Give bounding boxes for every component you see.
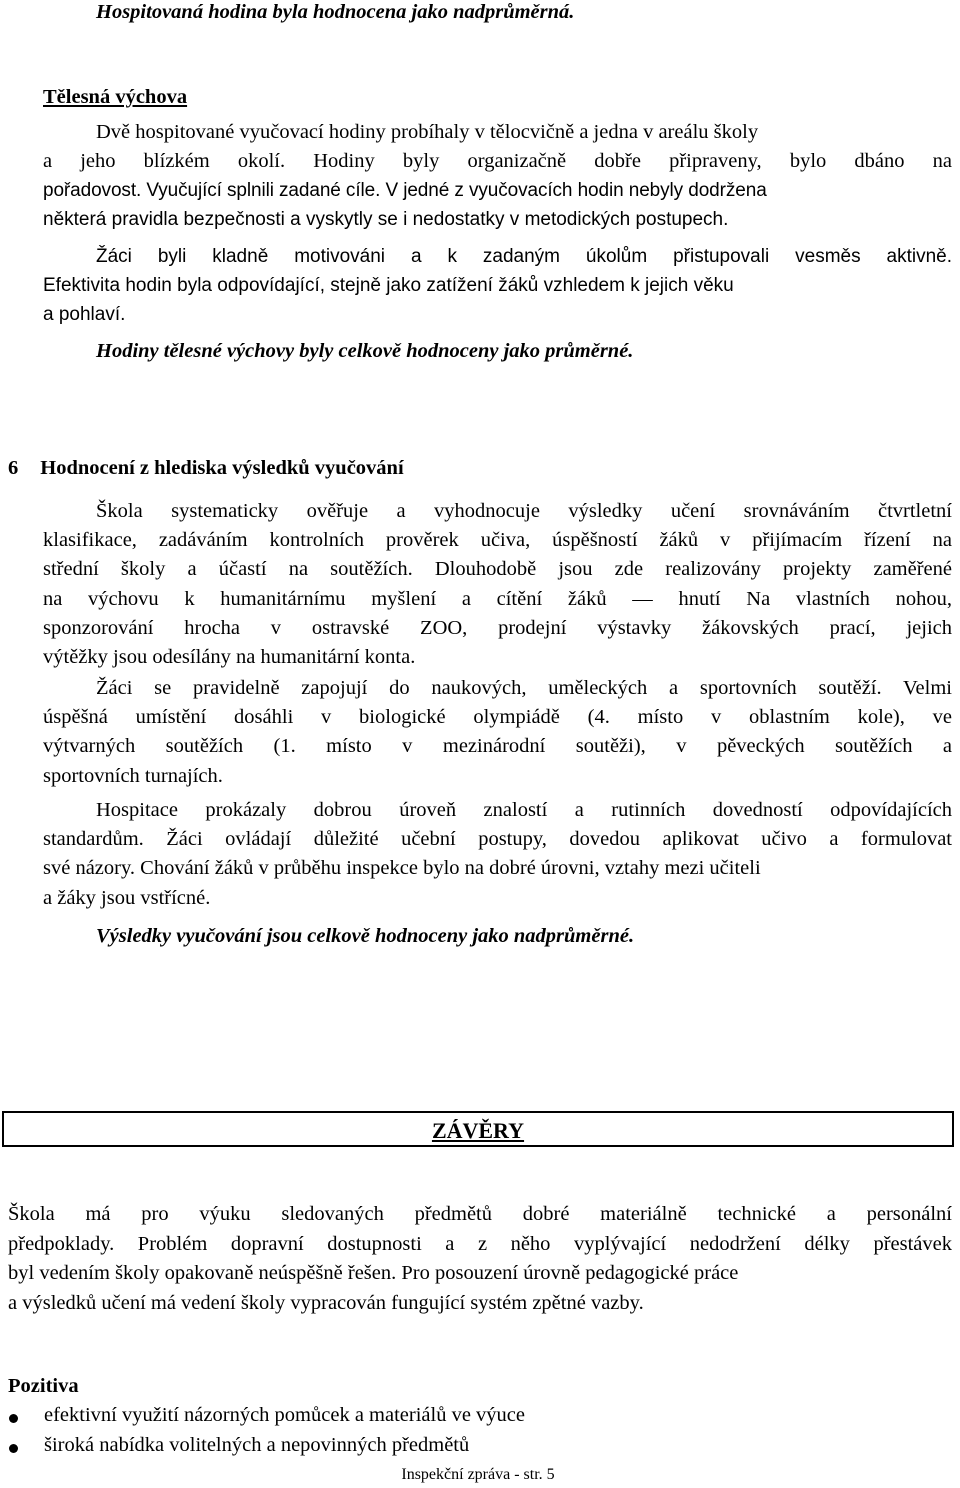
conclusions-line: předpoklady. Problém dopravní dostupnosti a z něho vyplývající nedodržení délky přestávek — [8, 1232, 952, 1255]
section6-para1-line: Škola systematicky ověřuje a vyhodnocuje výsledky učení srovnáváním čtvrtletní — [96, 500, 952, 522]
conclusions-paragraph — [8, 1200, 952, 1318]
section6-paragraph-2 — [43, 674, 952, 791]
list-item — [8, 1404, 948, 1434]
list-item-text: efektivní využití názorných pomůcek a materiálů ve výuce — [44, 1404, 525, 1426]
section6-para3-line: standardům. Žáci ovládají důležité učební postupy, dovedou aplikovat učivo a formulovat — [43, 828, 952, 851]
conclusions-line: a výsledků učení má vedení školy vypracován fungující systém zpětné vazby. — [8, 1291, 644, 1314]
section6-para3-line: své názory. Chování žáků v průběhu inspekce bylo na dobré úrovni, vztahy mezi učiteli — [43, 857, 761, 880]
hospitation-verdict: Hospitovaná hodina byla hodnocena jako nadprůměrná. — [96, 1, 575, 23]
section6-para2-line: úspěšná umístění dosáhli v biologické olympiádě (4. místo v oblastním kole), ve — [43, 706, 952, 729]
section6-para1-line: klasifikace, zadáváním kontrolních prověrek učiva, úspěšností žáků v přijímacím řízení na — [43, 529, 952, 552]
pe-para2-line: Efektivita hodin byla odpovídající, stejně jako zatížení žáků vzhledem k jejich věku — [43, 275, 734, 296]
pe-para2-line: Žáci byli kladně motivováni a k zadaným úkolům přistupovali vesměs aktivně. — [96, 246, 952, 267]
pe-paragraph-1 — [43, 118, 952, 234]
pe-section-heading: Tělesná výchova — [43, 86, 188, 108]
pe-para1-line: Dvě hospitované vyučovací hodiny probíhaly v tělocvičně a jedna v areálu školy — [96, 121, 759, 143]
list-item — [8, 1434, 948, 1464]
section6-para1-line: na výchovu k humanitárnímu myšlení a cítění žáků — hnutí Na vlastních nohou, — [43, 587, 952, 610]
section6-heading — [8, 457, 404, 480]
pe-paragraph-2 — [43, 242, 952, 329]
pe-para1-line: některá pravidla bezpečnosti a vyskytly se i nedostatky v metodických postupech. — [43, 209, 729, 230]
list-item-text: široká nabídka volitelných a nepovinných předmětů — [44, 1434, 470, 1456]
pe-para1-line: pořadovost. Vyučující splnili zadané cíle. V jedné z vyučovacích hodin nebyly dodržena — [43, 180, 767, 201]
section6-title: Hodnocení z hlediska výsledků vyučování — [40, 457, 404, 479]
pozitiva-heading: Pozitiva — [8, 1375, 79, 1397]
pe-verdict: Hodiny tělesné výchovy byly celkově hodnoceny jako průměrné. — [96, 340, 634, 362]
page-number: Inspekční zpráva - str. 5 — [401, 1466, 555, 1483]
section6-para2-line: Žáci se pravidelně zapojují do naukových, uměleckých a sportovních soutěží. Velmi — [96, 677, 952, 699]
section6-para2-line: sportovních turnajích. — [43, 764, 223, 787]
conclusions-title: ZÁVĚRY — [431, 1118, 525, 1143]
page-footer — [0, 1466, 960, 1484]
conclusions-banner — [2, 1111, 954, 1147]
conclusions-line: Škola má pro výuku sledovaných předmětů dobré materiálně technické a personální — [8, 1203, 952, 1225]
section6-para3-line: a žáky jsou vstřícné. — [43, 886, 211, 909]
section6-para1-line: střední školy a účastí na soutěžích. Dlouhodobě jsou zde realizovány projekty zaměřené — [43, 558, 952, 581]
pozitiva-list — [8, 1404, 948, 1464]
section6-number: 6 — [8, 457, 19, 479]
pe-para1-line: a jeho blízkém okolí. Hodiny byly organizačně dobře připraveny, bylo dbáno na — [43, 150, 952, 172]
section6-para3-line: Hospitace prokázaly dobrou úroveň znalostí a rutinních dovedností odpovídajících — [96, 799, 952, 821]
section6-paragraph-3 — [43, 796, 952, 913]
bullet-icon — [9, 1444, 18, 1453]
section6-para1-line: sponzorování hrocha v ostravské ZOO, prodejní výstavky žákovských prací, jejich — [43, 616, 952, 639]
section6-paragraph-1 — [43, 497, 952, 672]
bullet-icon — [9, 1414, 18, 1423]
section6-para2-line: výtvarných soutěžích (1. místo v mezinárodní soutěži), v pěveckých soutěžích a — [43, 735, 952, 758]
section6-para1-line: výtěžky jsou odesílány na humanitární konta. — [43, 646, 416, 669]
results-verdict: Výsledky vyučování jsou celkově hodnoceny jako nadprůměrné. — [96, 925, 635, 947]
conclusions-line: byl vedením školy opakovaně neúspěšně řešen. Pro posouzení úrovně pedagogické práce — [8, 1262, 739, 1284]
pe-para2-line: a pohlaví. — [43, 304, 126, 325]
